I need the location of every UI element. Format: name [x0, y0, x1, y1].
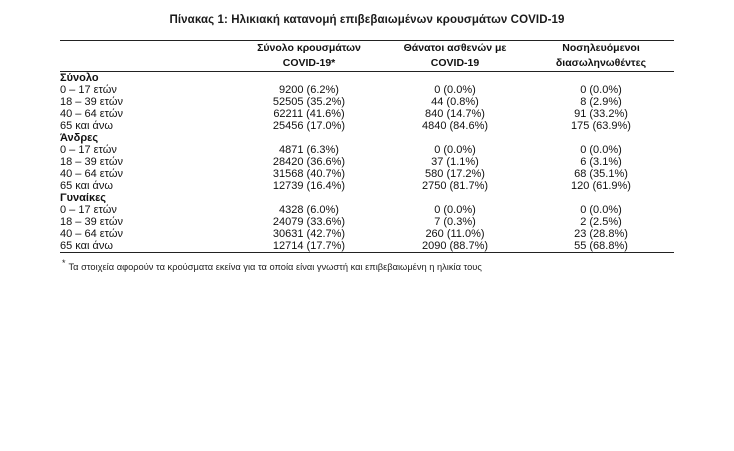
cell-deaths: 4840 (84.6%): [421, 120, 489, 133]
cell-deaths: 37 (1.1%): [431, 156, 479, 169]
cell-deaths: 2090 (88.7%): [382, 240, 528, 253]
cell-cases: 31568 (40.7%): [272, 168, 346, 181]
cell-deaths: 840 (14.7%): [425, 108, 485, 121]
table-row: [60, 144, 674, 156]
cell-cases: 24079 (33.6%): [272, 216, 346, 229]
cell-cases: 30631 (42.7%): [272, 228, 346, 241]
row-label: 18 – 39 ετών: [60, 96, 123, 109]
column-header-blank: [60, 41, 236, 72]
page-title: Πίνακας 1: Ηλικιακή κατανομή επιβεβαιωμένων κρουσμάτων COVID-19: [169, 14, 565, 26]
column-header-cases: [236, 41, 382, 72]
footnote-marker: *: [62, 258, 66, 269]
cell-intubated: 23 (28.8%): [574, 228, 628, 241]
cell-cases: 62211 (41.6%): [273, 108, 345, 121]
group-header-row: [60, 72, 674, 85]
cell-intubated: 0 (0.0%): [580, 144, 622, 157]
cell-cases: 9200 (6.2%): [279, 84, 339, 97]
table-container: [60, 40, 674, 253]
cell-deaths: 0 (0.0%): [434, 204, 476, 217]
table-footnote: [58, 258, 676, 273]
cell-deaths: 260 (11.0%): [425, 228, 485, 241]
table-row: [60, 120, 674, 132]
cell-intubated: 8 (2.9%): [580, 96, 622, 109]
cell-cases: 52505 (35.2%): [272, 96, 346, 109]
table-row: [60, 180, 674, 192]
cell-deaths: 44 (0.8%): [431, 96, 479, 109]
row-label: 65 και άνω: [60, 120, 113, 133]
cell-intubated: 91 (33.2%): [574, 108, 628, 121]
cell-cases: 4328 (6.0%): [279, 204, 339, 217]
cell-deaths: 580 (17.2%): [425, 168, 485, 181]
table-row: [60, 204, 674, 216]
column-header-intubated: [528, 41, 674, 72]
cell-intubated: 6 (3.1%): [580, 156, 622, 169]
row-label: 65 και άνω: [60, 240, 236, 253]
cell-intubated: 175 (63.9%): [571, 120, 631, 133]
column-header-intubated-line2: διασωληνωθέντες: [555, 57, 647, 70]
cell-intubated: 0 (0.0%): [580, 204, 622, 217]
cell-deaths: 2750 (81.7%): [421, 180, 489, 193]
row-label: 40 – 64 ετών: [60, 228, 123, 241]
cell-intubated: 55 (68.8%): [528, 240, 674, 253]
table-row: [60, 240, 674, 253]
table-header-row: [60, 41, 674, 72]
row-label: 18 – 39 ετών: [60, 156, 123, 169]
row-label: 18 – 39 ετών: [60, 216, 123, 229]
group-label-total: Σύνολο: [60, 72, 674, 85]
table-row: [60, 168, 674, 180]
table-row: [60, 96, 674, 108]
cell-deaths: 0 (0.0%): [434, 144, 476, 157]
table-row: [60, 156, 674, 168]
cell-intubated: 120 (61.9%): [571, 180, 631, 193]
group-label-men: Άνδρες: [60, 132, 99, 145]
group-header-row: [60, 192, 674, 204]
cell-cases: 4871 (6.3%): [279, 144, 339, 157]
table-row: [60, 216, 674, 228]
row-label: 0 – 17 ετών: [60, 84, 117, 97]
cell-cases: 12714 (17.7%): [236, 240, 382, 253]
row-label: 0 – 17 ετών: [60, 204, 117, 217]
age-distribution-table: [60, 40, 674, 253]
footnote-text: Τα στοιχεία αφορούν τα κρούσματα εκείνα για τα οποία είναι γνωστή και επιβεβαιωμένη η ηλικία τους: [68, 262, 482, 273]
cell-cases: 12739 (16.4%): [272, 180, 346, 193]
column-header-cases-line2: COVID-19*: [282, 57, 336, 70]
cell-cases: 25456 (17.0%): [272, 120, 346, 133]
group-header-row: [60, 132, 674, 144]
cell-deaths: 0 (0.0%): [434, 84, 476, 97]
column-header-deaths-line2: COVID-19: [430, 57, 480, 70]
group-label-women: Γυναίκες: [60, 192, 107, 205]
row-label: 40 – 64 ετών: [60, 168, 123, 181]
row-label: 40 – 64 ετών: [60, 108, 123, 121]
cell-deaths: 7 (0.3%): [434, 216, 476, 229]
table-row: [60, 108, 674, 120]
column-header-deaths: [382, 41, 528, 72]
column-header-deaths-line1: Θάνατοι ασθενών με: [403, 42, 507, 54]
column-header-intubated-line1: Νοσηλευόμενοι: [562, 42, 640, 54]
cell-intubated: 68 (35.1%): [574, 168, 628, 181]
column-header-cases-line1: Σύνολο κρουσμάτων: [257, 42, 361, 54]
table-row: [60, 84, 674, 96]
table-row: [60, 228, 674, 240]
row-label: 65 και άνω: [60, 180, 113, 193]
row-label: 0 – 17 ετών: [60, 144, 117, 157]
cell-intubated: 0 (0.0%): [580, 84, 622, 97]
cell-intubated: 2 (2.5%): [580, 216, 622, 229]
cell-cases: 28420 (36.6%): [272, 156, 346, 169]
